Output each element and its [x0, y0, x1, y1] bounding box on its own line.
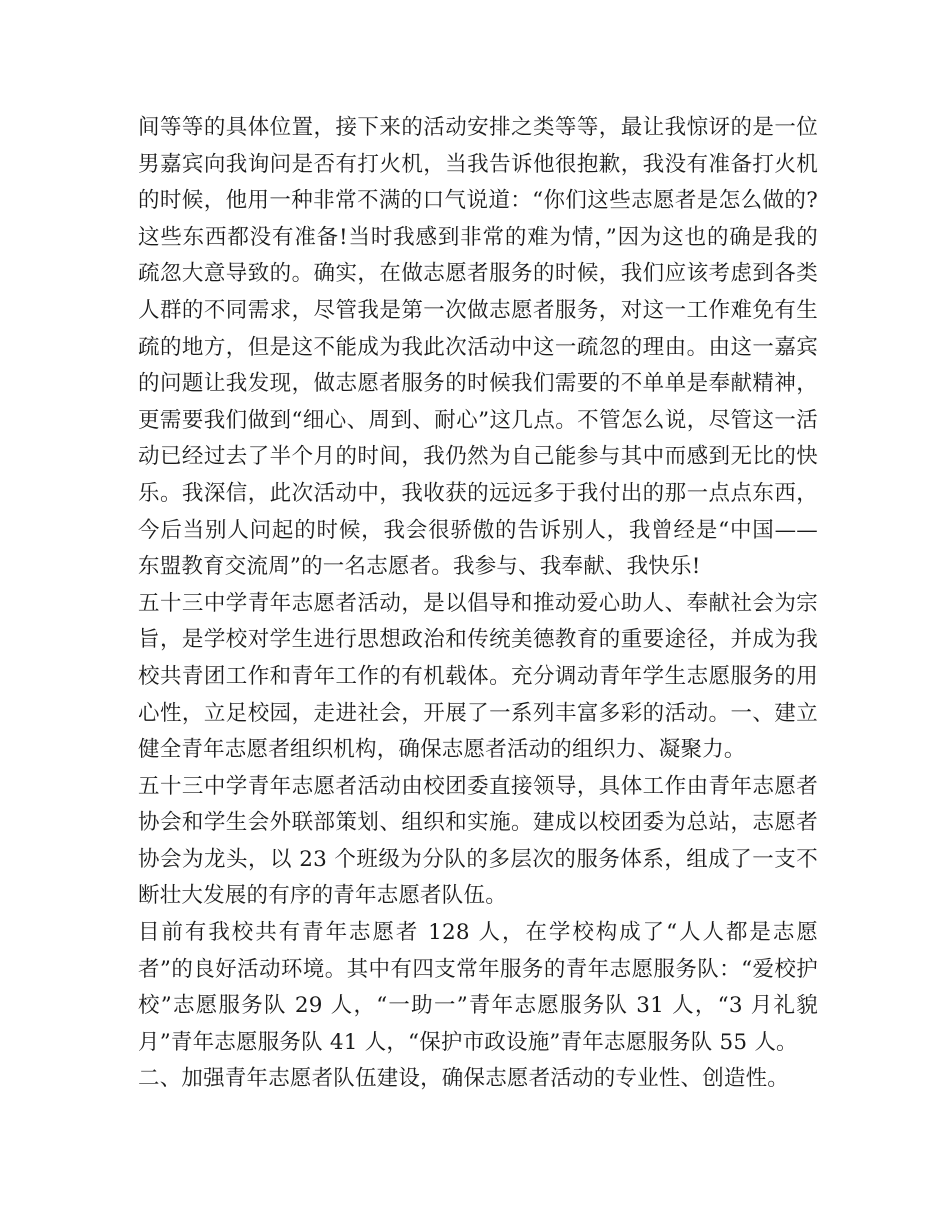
paragraph-volunteer-teams: 目前有我校共有青年志愿者 128 人，在学校构成了“人人都是志愿者”的良好活动环境。其中有四支常年服务的青年志愿服务队：“爱校护校”志愿服务队 29 人，“一助一”青年志愿服务队 31 人，“3 月礼貌月”青年志愿服务队 41 人，“保护市政设施”青年志愿服务队 55 人。 — [138, 920, 818, 1055]
paragraph-section-heading-two: 二、加强青年志愿者队伍建设，确保志愿者活动的专业性、创造性。 — [138, 1066, 790, 1092]
paragraph-volunteer-reflection: 间等等的具体位置，接下来的活动安排之类等等，最让我惊讶的是一位男嘉宾向我询问是否有打火机，当我告诉他很抱歉，我没有准备打火机的时候，他用一种非常不满的口气说道：“你们这些志愿者是怎么做的?这些东西都没有准备!当时我感到非常的难为情，”因为这也的确是我的疏忽大意导致的。确实，在做志愿者服务的时候，我们应该考虑到各类人群的不同需求，尽管我是第一次做志愿者服务，对这一工作难免有生疏的地方，但是这不能成为我此次活动中这一疏忽的理由。由这一嘉宾的问题让我发现，做志愿者服务的时候我们需要的不单单是奉献精神，更需要我们做到“细心、周到、耐心”这几点。不管怎么说，尽管这一活动已经过去了半个月的时间，我仍然为自己能参与其中而感到无比的快乐。我深信，此次活动中，我收获的远远多于我付出的那一点点东西，今后当别人问起的时候，我会很骄傲的告诉别人，我曾经是“中国——东盟教育交流周”的一名志愿者。我参与、我奉献、我快乐! — [138, 115, 818, 580]
document-body — [138, 110, 818, 1098]
paragraph-organization-structure: 五十三中学青年志愿者活动由校团委直接领导，具体工作由青年志愿者协会和学生会外联部策划、组织和实施。建成以校团委为总站，志愿者协会为龙头，以 23 个班级为分队的多层次的服务体系，组成了一支不断壮大发展的有序的青年志愿者队伍。 — [138, 773, 818, 909]
paragraph-school-volunteer-intro: 五十三中学青年志愿者活动，是以倡导和推动爱心助人、奉献社会为宗旨，是学校对学生进行思想政治和传统美德教育的重要途径，并成为我校共青团工作和青年工作的有机载体。充分调动青年学生志愿服务的用心性，立足校园，走进社会，开展了一系列丰富多彩的活动。一、建立健全青年志愿者组织机构，确保志愿者活动的组织力、凝聚力。 — [138, 590, 818, 763]
